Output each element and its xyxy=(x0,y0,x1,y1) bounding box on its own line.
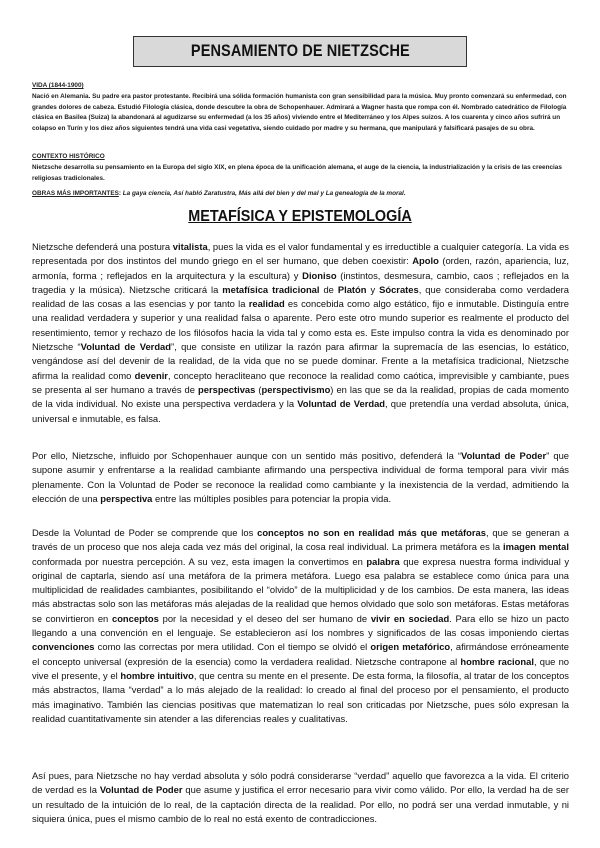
text-run: por la necesidad y el deseo del ser humano de xyxy=(158,612,371,624)
text-run: (orden, razón, apariencia, luz, armonía, forma ; reflejados en la arquitectura y la escultura) y xyxy=(32,255,569,281)
text-run: , que consideraba como verdadera realidad de las cosas a las esencias y por tanto la xyxy=(32,283,570,310)
text-run: . Para ello se hizo un pacto llegando a una convención en el lenguaje. Se establecieron así los nombres y significados de las cosas imponiendo ciertas xyxy=(32,612,570,639)
bold-term: metafísica tradicional xyxy=(222,283,320,295)
paragraph xyxy=(32,449,569,506)
paragraph xyxy=(32,769,569,826)
bold-term: Sócrates xyxy=(379,283,419,295)
text-run: Por ello, Nietzsche, influido por Schopenhauer aunque con un sentido más positivo, defenderá la “ xyxy=(32,450,462,461)
obras-line: OBRAS MÁS IMPORTANTES: La gaya ciencia, Así habló Zaratustra, Más allá del bien y del mal y La genealogía de la moral. xyxy=(32,190,406,197)
bold-term: Voluntad de Poder xyxy=(461,450,547,461)
text-run: (instintos, desmesura, cambio, caos ; reflejados en la tragedia y la música). Nietzsche criticará la xyxy=(32,269,569,295)
bold-term: vivir en sociedad xyxy=(370,612,450,624)
text-run: entre las múltiples posibles para potenciar la propia vida. xyxy=(152,492,392,504)
text-run: ) en las que se da la realidad, propias de cada momento de la vida individual. No existe una perspectiva verdadera y la xyxy=(32,383,570,410)
contexto-label: CONTEXTO HISTÓRICO xyxy=(32,153,105,160)
bold-term: Voluntad de Verdad xyxy=(80,341,171,353)
bold-term: convenciones xyxy=(32,641,95,653)
paragraph xyxy=(32,240,569,426)
bold-term: imagen mental xyxy=(503,541,569,553)
bold-term: perspectiva xyxy=(100,492,153,504)
text-run: y xyxy=(366,283,380,295)
text-run: , que pretendía una verdad absoluta, única, universal e inmutable, es falsa. xyxy=(32,398,569,424)
vida-section xyxy=(32,81,572,135)
text-run: ( xyxy=(255,383,262,395)
bold-term: conceptos no son en realidad más que metáforas xyxy=(257,527,486,538)
text-run: que asume y justifica el error necesario para vivir como válido. Por ello, la verdad ha de ser un resultado de la intuición de lo real, de la captación directa de la realidad. Por ello, no podrá ser una verdad inmutable, y ni siquiera única, pues el mismo cambio de lo real no está exento de contradicciones. xyxy=(32,784,570,824)
text-run: , afirmándose erróneamente el concepto universal (expresión de la esencia) como la verdadera realidad. Nietzsche contrapone al xyxy=(32,641,569,667)
vida-text: Nació en Alemania. Su padre era pastor protestante. Recibirá una sólida formación humanista con gran sensibilidad para la música. Muy pronto comenzará su enfermedad, con grandes dolores de cabeza. Estudió Filología clásica, donde descubre la obra de Schopenhauer. Admirará a Wagner hasta que rompa con él. Nombrado catedrático de Filología clásica en Basilea (Suiza) la abandonará al agudizarse su enfermedad (a los 35 años) viviendo entre el Mediterráneo y los Alpes suizos. A los cuarenta y cinco años sufrirá un colapso en Turín y los diez años siguientes tendrá una vida casi vegetativa, siendo cuidado por madre y su hermana, que manipulará y falsificará pasajes de su obra. xyxy=(32,92,567,133)
text-run: , que centra su mente en el presente. De esta forma, la filosofía, al tratar de los conceptos más abstractos, llama “verdad” a lo más alejado de la realidad: lo creado al final del proceso por el pensamiento, el producto más imaginativo. También las ciencias positivas que matematizan lo real son criticadas por Nietzsche, pues sólo expresan la realidad cuantitativamente sin atender a las diferencias reales y cualitativas. xyxy=(32,669,569,724)
obras-section xyxy=(32,189,572,200)
bold-term: perspectivas xyxy=(198,383,256,395)
bold-term: realidad xyxy=(248,298,285,310)
bold-term: Voluntad de Poder xyxy=(99,784,183,796)
bold-term: perspectivismo xyxy=(261,383,331,395)
text-run: es concebida como algo estático, fijo e inmutable. Distinguía entre una realidad verdadera y superior y una realidad falsa o aparente. Pero este otro mundo superior es realmente el producto del resentimiento, temor y rechazo de los filósofos hacia la vida tal y como esta es. Este impulso contra la vida es denominado por Nietzsche “ xyxy=(32,298,569,353)
text-run: , concepto heracliteano que reconoce la realidad como caótica, imprevisible y cambiante, pues se presenta al ser humano a través de xyxy=(32,369,570,395)
text-run: conformada por nuestra percepción. A su vez, esta imagen la convertimos en xyxy=(32,555,367,567)
text-run: ”, que consiste en utilizar la razón para afirmar la supremacía de las esencias, lo estático, vengándose así del devenir de la realidad, de la vida que no se puede dominar. Frente a la metafísica tradicional, Nietzsche afirma la realidad como xyxy=(32,341,569,381)
obras-list: La gaya ciencia, Así habló Zaratustra, Más allá del bien y del mal y La genealogía de la moral. xyxy=(122,190,406,197)
text-run: Nietzsche defenderá una postura xyxy=(32,241,173,252)
text-run: Así pues, para Nietzsche no hay verdad absoluta y sólo podrá considerarse “verdad” aquello que favorezca a la vida. El criterio de verdad es la xyxy=(32,770,569,796)
text-run: , que se generan a través de un proceso que nos aleja cada vez más del original, la cosa real individual. La primera metáfora es la xyxy=(32,527,569,553)
bold-term: hombre intuitivo xyxy=(120,669,194,681)
page-title: PENSAMIENTO DE NIETZSCHE xyxy=(190,42,410,60)
contexto-text: Nietzsche desarrolla su pensamiento en la Europa del siglo XIX, en plena época de la unificación alemana, el auge de la ciencia, la industrialización y la crisis de las creencias religiosas tradicionales. xyxy=(32,163,562,182)
bold-term: conceptos xyxy=(111,612,159,624)
text-run: de xyxy=(319,283,338,295)
bold-term: Dioniso xyxy=(302,269,337,281)
title-box xyxy=(133,36,467,67)
vida-label: VIDA (1844-1900) xyxy=(32,82,84,89)
obras-label: OBRAS MÁS IMPORTANTES xyxy=(32,190,119,197)
text-run: , pues la vida es el valor fundamental y es irreductible a cualquier categoría. La vida es representada por dos instintos del mundo griego en el ser humano, que deben coexistir: xyxy=(32,241,569,267)
text-run: ” que supone asumir y enfrentarse a la realidad cambiante afirmando una perspectiva individual de forma temporal para vivir más plenamente. Con la Voluntad de Poder se reconoce la realidad como cambiante y la inexistencia de la verdad, admitiendo la elección de una xyxy=(32,450,570,504)
bold-term: Platón xyxy=(337,283,367,295)
bold-term: devenir xyxy=(134,369,168,381)
bold-term: origen metafórico xyxy=(370,641,451,653)
paragraph xyxy=(32,526,569,726)
bold-term: vitalista xyxy=(172,241,208,252)
text-run: Desde la Voluntad de Poder se comprende que los xyxy=(32,527,258,538)
bold-term: palabra xyxy=(366,555,400,567)
bold-term: Voluntad de Verdad xyxy=(297,398,386,410)
bold-term: Apolo xyxy=(412,255,439,267)
text-run: , que no vive el presente, y el xyxy=(32,655,570,681)
contexto-section xyxy=(32,152,572,184)
bold-term: hombre racional xyxy=(460,655,534,667)
text-run: como las correctas por mera utilidad. Con el tiempo se olvidó el xyxy=(94,641,371,653)
text-run: que expresa nuestra forma individual y original de captarla, siendo así una metáfora de la primera metáfora. Luego esa palabra se establece como única para una multiplicidad de realidades cambiantes, posibilitando el “olvido” de la multiplicidad y de los cambios. De esta manera, las ideas más abstractas solo son las metáforas más alejadas de la realidad que hemos olvidado que solo son metáforas. Estas metáforas se convirtieron en xyxy=(32,555,570,624)
section-title: METAFÍSICA Y EPISTEMOLOGÍA xyxy=(188,208,412,225)
